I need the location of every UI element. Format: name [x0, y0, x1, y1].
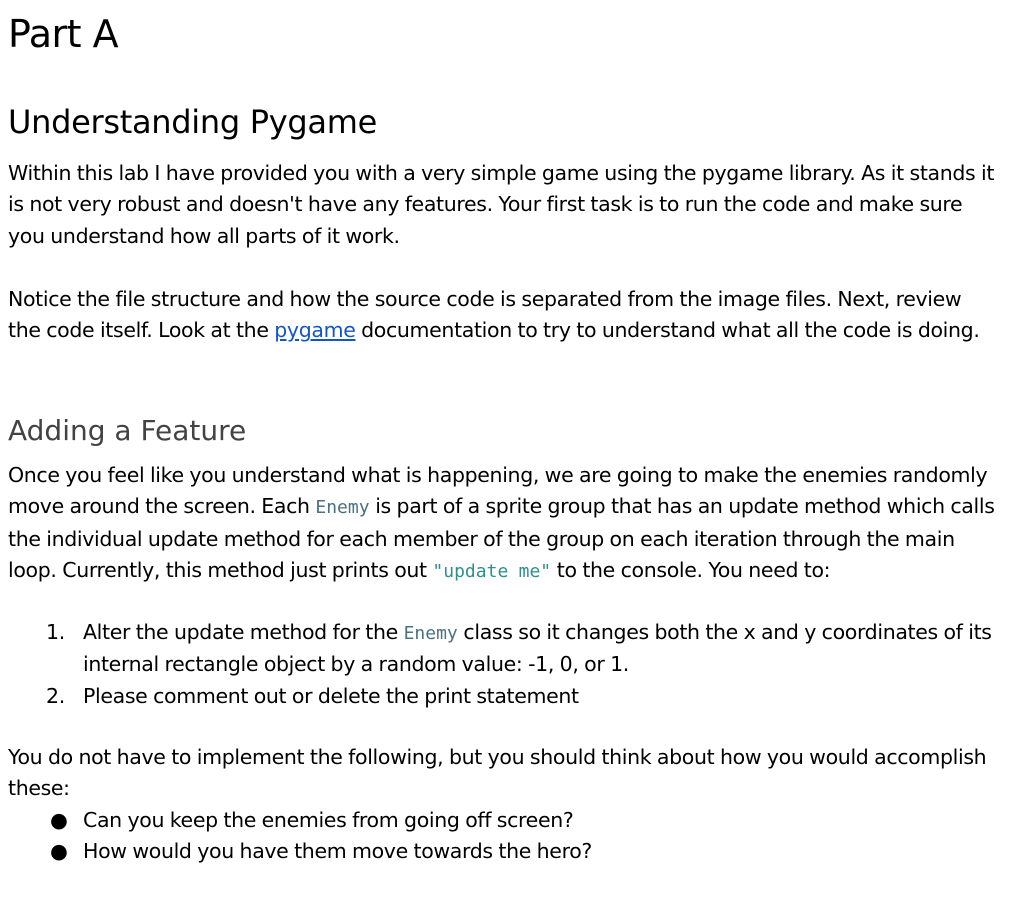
list-text: class so it changes both the x and y coordinates of its internal rectangle object by a random value: -1, 0, or 1. — [83, 620, 992, 677]
code-update-me: "update me" — [432, 560, 552, 582]
bullet-icon: ● — [50, 839, 68, 864]
bullet-list — [8, 805, 998, 868]
paragraph-text: Once you feel like you understand what is happening, we are going to make the enemies randomly move around the screen. Each — [8, 463, 988, 519]
list-number: 2. — [46, 683, 65, 708]
list-item — [8, 836, 998, 867]
section-heading-understanding-pygame: Understanding Pygame — [8, 103, 377, 141]
pygame-documentation-link[interactable]: pygame — [274, 318, 356, 343]
list-text: Can you keep the enemies from going off screen? — [83, 808, 574, 832]
part-title: Part A — [8, 12, 119, 56]
closing-paragraph: You do not have to implement the following, but you should think about how you would accomplish these: — [8, 745, 987, 801]
paragraph-text: is part of a sprite group that has an update method which calls the individual update method for each member of the group on each iteration through the main loop. Currently, this method just prints out — [8, 494, 995, 582]
section-heading-adding-a-feature: Adding a Feature — [8, 414, 247, 447]
list-text: Please comment out or delete the print statement — [83, 683, 579, 708]
code-enemy: Enemy — [403, 623, 458, 644]
bullet-icon: ● — [50, 808, 68, 832]
list-text: Alter the update method for the — [83, 620, 404, 644]
paragraph-text: documentation to try to understand what all the code is doing. — [355, 318, 980, 343]
feature-paragraph — [8, 460, 998, 587]
list-item — [8, 681, 998, 712]
list-item — [8, 617, 998, 681]
task-list — [8, 617, 998, 712]
code-enemy: Enemy — [315, 497, 370, 519]
list-number: 1. — [46, 620, 65, 644]
paragraph-text: to the console. You need to: — [551, 557, 831, 582]
list-text: How would you have them move towards the hero? — [83, 839, 592, 864]
intro-paragraph: Within this lab I have provided you with a very simple game using the pygame library. As it stands it is not very robust and doesn't have any features. Your first task is to run the code and make sure you understand how all parts of it work. — [8, 161, 995, 248]
paragraph-text: Notice the file structure and how the source code is separated from the image files. Next, review the code itself. Look at the — [8, 287, 962, 343]
list-item — [8, 805, 998, 836]
file-structure-paragraph — [8, 284, 998, 347]
